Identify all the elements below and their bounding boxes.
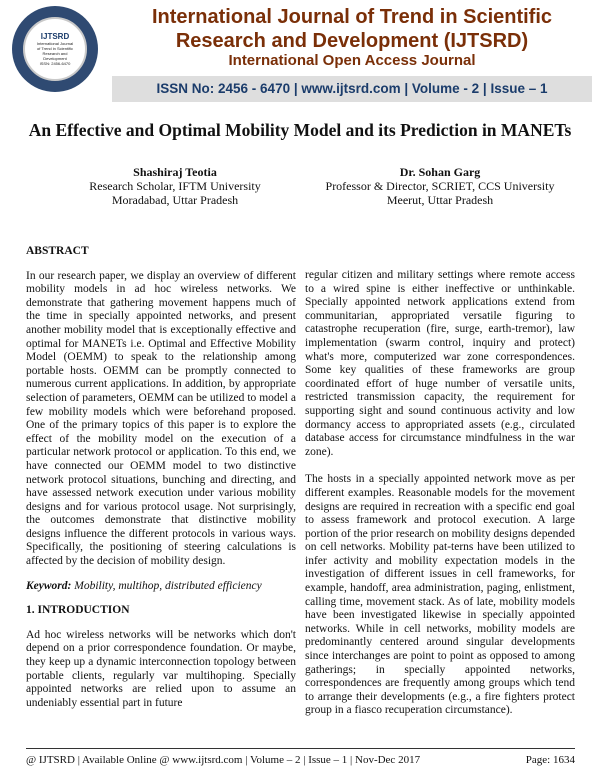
logo-issn: ISSN: 2456-6470 — [39, 61, 71, 66]
logo-center — [23, 17, 87, 81]
right-column — [305, 269, 575, 718]
logo-brand: IJTSRD — [40, 32, 70, 41]
journal-name-line2: Research and Development (IJTSRD) — [175, 30, 529, 52]
paper-title: An Effective and Optimal Mobility Model and its Prediction in MANETs — [28, 120, 572, 140]
author-block — [310, 165, 570, 207]
body-paragraph: The hosts in a specially appointed network move as per different examples. Reasonable models for the movement designs are required in recreation with a specific end goal to assess framework and protocol execution. A large portion of the prior research on mobility designs depended on cell networks. Mobility pat-terns have been utilized to infer activity and mobility expectation models in the investigation of different issues in cell frameworks, for example, handoff, area administration, paging, enlistment, calling time, movement stack. As of late, mobility models have been investigated likewise in specially appointed networks. While in cell networks, mobility models are predominantly centered around singular developments since interchanges are point to point as opposed to among gatherings; in specially appointed networks, correspondences are frequently among groups which tend to arrange their developments (e.g., a fire fighters protect group in a fiasco recuperation circumstance). — [305, 473, 575, 717]
author-block — [70, 165, 280, 207]
author-role: Professor & Director, SCRIET, CCS University — [325, 179, 555, 193]
author-name: Dr. Sohan Garg — [399, 165, 481, 179]
logo-line: Development — [43, 56, 67, 61]
journal-name-line1: International Journal of Trend in Scientific — [151, 6, 553, 28]
logo-line: of Trend in Scientific — [36, 46, 74, 51]
page-footer — [26, 748, 575, 766]
footer-text: @ IJTSRD | Available Online @ www.ijtsrd.com | Volume – 2 | Issue – 1 | Nov-Dec 2017 — [26, 754, 421, 766]
author-role: Research Scholar, IFTM University — [89, 179, 261, 193]
logo-line: International Journal — [36, 41, 74, 46]
journal-logo — [12, 6, 98, 92]
abstract-heading: ABSTRACT — [26, 245, 89, 257]
abstract-text: In our research paper, we display an overview of different mobility models in ad hoc wireless networks. We demonstrate that gathering movement happens much of the time in specially appointed networks, and present another mobility model that is exceptionally effective and optimal for MANETs i.e. Optimal and Effective Mobility Model (OEMM) to speak to the relationship among portable hosts. OEMM can be promptly connected to numerous current applications. In addition, by appropriate selection of parameters, OEMM can be utilized to model a few mobility models which were beforehand proposed. One of the primary topics of this paper is to explore the effect of the mobility model on the execution of a particular network protocol or application. To this end, we have connected our OEMM model to two distinctive network protocol situations, bunching and directing, and have assessed network execution under various mobility designs and for various protocol usage. Not surprisingly, the outcomes demonstrate that distinctive mobility designs influence the different protocols in various ways. Specifically, the positioning of steering calculations is affected by the decision of mobility design. — [26, 269, 296, 568]
author-place: Meerut, Uttar Pradesh — [386, 193, 494, 207]
author-name: Shashiraj Teotia — [133, 165, 217, 179]
keywords-text: Mobility, multihop, distributed efficiency — [71, 579, 262, 592]
body-paragraph: regular citizen and military settings where remote access to a wired spine is either ineffective or unthinkable. Specially appointed network applications extend from communitarian, appropriated versatile figuring to catastrophe recuperation (fire, surge, earth-tremor), law implementation (swarm control, inquiry and protect) what's more, computerized war zone correspondences. Some key qualities of these frameworks are group coordinated effort of huge number of versatile units, restricted transmission capacity, the requirement for supporting sight and sound continuous activity and low dormancy access to appropriated assets (e.g., circulated database access for circumstance mindfulness in the war zone). — [305, 269, 575, 458]
issn-bar: ISSN No: 2456 - 6470 | www.ijtsrd.com | Volume - 2 | Issue – 1 — [112, 76, 592, 102]
page-number: Page: 1634 — [525, 754, 575, 766]
journal-subtitle: International Open Access Journal — [228, 52, 476, 69]
journal-banner — [0, 0, 600, 106]
journal-name — [112, 5, 592, 53]
logo-line: Research and — [42, 51, 68, 56]
intro-paragraph: Ad hoc wireless networks will be networks which don't depend on a prior correspondence foundation. Or maybe, they keep up a dynamic interconnection topology between portable clients, regularly var multihoping. Specially appointed networks are relied upon to assume an undeniably essential part in future — [26, 628, 296, 709]
keywords — [26, 580, 296, 594]
left-column — [26, 245, 296, 710]
introduction-heading: 1. INTRODUCTION — [26, 604, 130, 617]
author-place: Moradabad, Uttar Pradesh — [111, 193, 239, 207]
keywords-label: Keyword: — [26, 579, 72, 592]
